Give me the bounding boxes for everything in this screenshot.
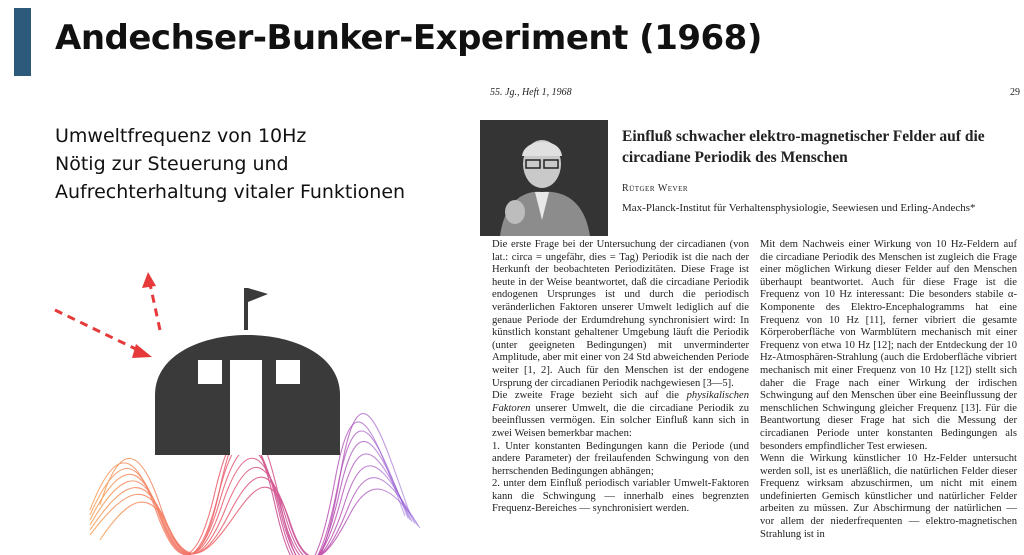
paper-affiliation: Max-Planck-Institut für Verhaltensphysiologie, Seewiesen und Erling-Andechs* — [622, 202, 976, 214]
claims-text — [55, 122, 405, 206]
paper-author: Rütger Wever — [622, 183, 689, 194]
paper-title: Einfluß schwacher elektro-magnetischer Felder auf die circadiane Periodik des Menschen — [622, 128, 985, 166]
bunker-illustration — [30, 260, 470, 555]
paragraph: Die zweite Frage bezieht sich auf die physikalischen Faktoren unserer Umwelt, die die circadiane Periodik zu beeinflussen vermögen. Ein solcher Einfluß kann sich in zwei Weisen bemerkbar machen: — [492, 390, 749, 439]
outgoing-arrow-icon — [150, 284, 160, 330]
title-accent-bar — [14, 8, 31, 76]
paper-column-left — [492, 239, 749, 516]
paper-scan — [478, 82, 1018, 555]
incoming-arrow-icon — [55, 310, 142, 352]
outgoing-arrowhead — [142, 272, 156, 288]
claim-line-2: Nötig zur Steuerung und — [55, 153, 289, 175]
incoming-arrowhead — [132, 344, 152, 358]
paragraph: Die erste Frage bei der Untersuchung der circadianen (von lat.: circa = ungefähr, dies = Tag) Periodik ist die nach der Herkunft der beobachteten Periodizitäten. Diese Frage ist heute in der Weise beantwortet, daß die circadiane Periodik endogenen Ursprunges ist und durch die periodisch veränderlichen Faktoren unserer Umwelt lediglich auf die genaue Periode der Erdumdrehung synchronisiert wird: In künstlich konstant gehaltener Umgebung läuft die Periodik (unter geeigneten Bedingungen) mit unverminderter Amplitude, aber mit einer von 24 Std abweichenden Periode weiter [1, 2]. Auch für den Menschen ist der endogene Ursprung der circadianen Periodik nachgewiesen [3—5]. — [492, 239, 749, 389]
journal-reference: 55. Jg., Heft 1, 1968 — [490, 87, 572, 98]
bunker-icon — [155, 288, 340, 455]
paper-header — [490, 87, 1020, 98]
author-photo — [480, 120, 608, 236]
paragraph: Wenn die Wirkung künstlicher 10 Hz-Felder untersucht werden soll, ist es unerläßlich, die natürlichen Felder dieser Frequenz wirksam abzuschirmen, um nicht mit einem undefinierten Gemisch künstlicher und natürlicher Felder arbeiten zu müssen. Zur Abschirmung der natürlichen — vor allem der niederfrequenten — elektro-magnetischen Strahlung ist in — [760, 453, 1017, 540]
slide-title: Andechser-Bunker-Experiment (1968) — [55, 18, 762, 58]
claim-line-1: Umweltfrequenz von 10Hz — [55, 125, 307, 147]
claim-line-3: Aufrechterhaltung vitaler Funktionen — [55, 181, 406, 203]
paragraph: Mit dem Nachweis einer Wirkung von 10 Hz-Feldern auf die circadiane Periodik des Menschen ist zugleich die Frage einer möglichen Wirkung dieser Felder auf den Menschen überhaupt beantwortet. Auch für diese Frage ist die Frequenz von 10 Hz interessant: Die besonders stabile α-Komponente des Elektro-Encephalogramms hat eine Frequenz von 10 Hz [11], ferner vibriert die gesamte Körperoberfläche von Warmblütern mechanisch mit einer Frequenz von etwa 10 Hz [12]; nach der Entdeckung der 10 Hz-Atmosphären-Strahlung (auch die Erdoberfläche vibriert mechanisch mit einer Frequenz von 10 Hz [12]) stellt sich daher die Frage nach einer Wirkung der irdischen Schwingung auf den Menschen über eine Beeinflussung der menschlichen Schwingung gleicher Frequenz [13]. Für die Beantwortung dieser Frage hat sich die Messung der circadianen Periode unter konstanten Bedingungen als besonders empfindlicher Test erwiesen. — [760, 239, 1017, 452]
page-number: 29 — [1010, 87, 1020, 98]
list-item: 2. unter dem Einfluß periodisch variabler Umwelt-Faktoren kann die Schwingung — innerhalb eines begrenzten Frequenz-Bereiches — synchronisiert werden. — [492, 478, 749, 515]
list-item: 1. Unter konstanten Bedingungen kann die Periode (und andere Parameter) der freilaufenden Schwingung von den herrschenden Bedingungen abhängen; — [492, 440, 749, 477]
paper-column-right — [760, 239, 1017, 541]
